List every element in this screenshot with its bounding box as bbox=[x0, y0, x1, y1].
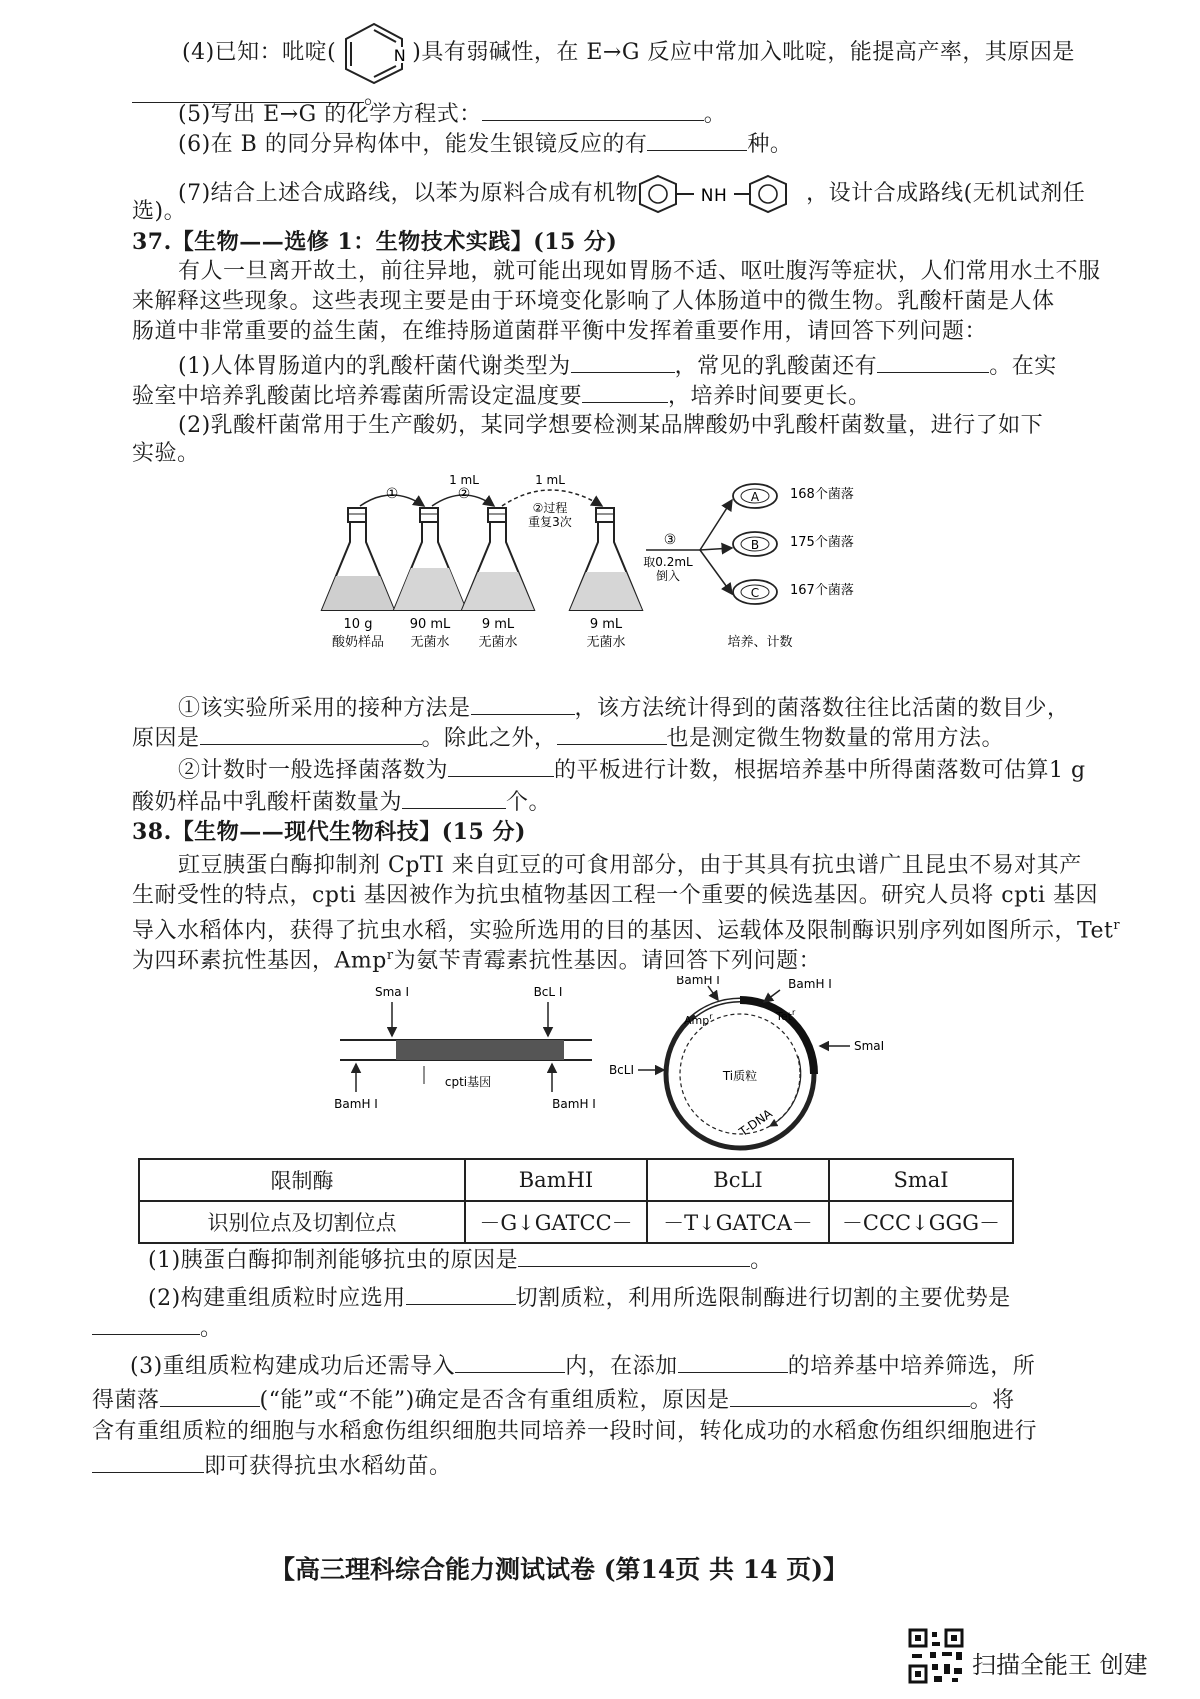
table-cell-bcli-site: －T↓GATCA－ bbox=[647, 1201, 829, 1243]
scanner-watermark: 扫描全能王 创建 bbox=[972, 1651, 1148, 1679]
q38-3-blank-reason[interactable] bbox=[730, 1386, 970, 1407]
nh-label: NH bbox=[700, 186, 728, 206]
q38-2-blank-advantage[interactable] bbox=[92, 1314, 200, 1335]
q38-intro-2: 生耐受性的特点，cpti 基因被作为抗虫植物基因工程一个重要的候选基因。研究人员将 cpti 基因 bbox=[132, 883, 1099, 908]
q6-line: (6)在 B 的同分异构体中，能发生银镜反应的有 种。 bbox=[178, 132, 793, 157]
flask-90ml bbox=[394, 508, 466, 610]
dilution-figure bbox=[300, 472, 920, 652]
q38-3: (3)重组质粒构建成功后还需导入 内，在添加 的培养基中培养筛选，所 bbox=[130, 1354, 1036, 1379]
q38-heading: 38.【生物——现代生物科技】(15 分) bbox=[132, 819, 526, 845]
q37-c2-cont: 酸奶样品中乳酸杆菌数量为 个。 bbox=[132, 790, 552, 815]
q5-answer-blank[interactable] bbox=[482, 100, 704, 121]
q38-intro-4: 为四环素抗性基因，Amp$^r$为氨苄青霉素抗性基因。请回答下列问题： bbox=[132, 948, 822, 974]
cpti-gene-dna bbox=[340, 1040, 592, 1060]
q37-part2: (2)乳酸杆菌常用于生产酸奶，某同学想要检测某品牌酸奶中乳酸杆菌数量，进行了如下 bbox=[178, 413, 1044, 438]
plate-a-label: A bbox=[750, 490, 760, 504]
table-header-enzyme: 限制酶 bbox=[139, 1159, 465, 1201]
q38-3-cont2: 含有重组质粒的细胞与水稻愈伤组织细胞共同培养一段时间，转化成功的水稻愈伤组织细胞进行 bbox=[92, 1419, 1038, 1444]
plasmid-amp-label: Amp$^r$ bbox=[684, 1012, 713, 1027]
q4-continuation: 。 bbox=[132, 82, 387, 111]
table-cell-smai-site: －CCC↓GGG－ bbox=[829, 1201, 1013, 1243]
vol1-label: 1 mL bbox=[449, 473, 479, 487]
q38-3-blank-host[interactable] bbox=[455, 1352, 565, 1373]
culture-label: 培养、计数 bbox=[727, 635, 793, 650]
flask-9ml-b bbox=[570, 508, 642, 610]
q38-3-cont: 得菌落 (“能”或“不能”)确定是否含有重组质粒，原因是 。将 bbox=[92, 1388, 1015, 1413]
q38-3-blank-antibiotic[interactable] bbox=[678, 1352, 788, 1373]
pour-label: 倒入 bbox=[655, 569, 681, 583]
q38-2-blank-enzyme[interactable] bbox=[406, 1284, 516, 1305]
q37-intro-1: 有人一旦离开故土，前往异地，就可能出现如胃肠不适、呕吐腹泻等症状，人们常用水土不服 bbox=[178, 259, 1101, 284]
gene-bamR-label: BamH I bbox=[552, 1097, 596, 1111]
table-header-bamhi: BamHI bbox=[465, 1159, 647, 1201]
take-label: 取0.2mL bbox=[643, 555, 693, 569]
plasmid-sma-label: SmaI bbox=[854, 1039, 885, 1053]
q37-c1-blank-method[interactable] bbox=[471, 694, 575, 715]
q37-intro-2: 来解释这些现象。这些表现主要是由于环境变化影响了人体肠道中的微生物。乳酸杆菌是人体 bbox=[132, 289, 1055, 314]
step3-label: ③ bbox=[663, 532, 677, 548]
plate-c-label: C bbox=[750, 586, 760, 600]
q7-continuation: 选)。 bbox=[132, 199, 187, 224]
repeat-label: 重复3次 bbox=[528, 515, 572, 529]
plasmid-bcl-label: BcLI bbox=[608, 1063, 634, 1077]
pyridine-n-label: N bbox=[394, 46, 407, 65]
q4-line: (4)已知：吡啶( N )具有弱碱性，在 E→G 反应中常加入吡啶，能提高产率，其原因是 bbox=[182, 20, 1075, 86]
q37-c1-blank-reason[interactable] bbox=[200, 724, 422, 745]
table-header-smai: SmaI bbox=[829, 1159, 1013, 1201]
plasmid-bam1-label: BamH I bbox=[676, 976, 720, 987]
q37-part1: (1)人体胃肠道内的乳酸杆菌代谢类型为 ，常见的乳酸菌还有 。在实 bbox=[178, 354, 1057, 379]
q37-c1: ①该实验所采用的接种方法是 ，该方法统计得到的菌落数往往比活菌的数目少， bbox=[178, 696, 1070, 721]
q38-intro-3: 导入水稻体内，获得了抗虫水稻，实验所选用的目的基因、运载体及限制酶识别序列如图所示，Tet$^r$ bbox=[132, 918, 1121, 944]
process-label: ②过程 bbox=[532, 501, 568, 515]
q38-1: (1)胰蛋白酶抑制剂能够抗虫的原因是 。 bbox=[148, 1248, 773, 1273]
q5-line: (5)写出 E→G 的化学方程式： 。 bbox=[178, 102, 727, 127]
plate-b-count: 175个菌落 bbox=[790, 535, 854, 550]
q6-answer-blank[interactable] bbox=[647, 130, 747, 151]
qr-code-icon bbox=[908, 1628, 964, 1684]
plate-b-label: B bbox=[750, 538, 760, 552]
q37-intro-3: 肠道中非常重要的益生菌，在维持肠道菌群平衡中发挥着重要作用，请回答下列问题： bbox=[132, 319, 988, 344]
flask-sample bbox=[322, 508, 394, 610]
table-header-row bbox=[139, 1159, 1013, 1201]
gene-plasmid-figure bbox=[320, 976, 940, 1158]
diphenylamine-structure bbox=[638, 172, 806, 216]
q37-c1-cont: 原因是 。除此之外， 也是测定微生物数量的常用方法。 bbox=[132, 726, 1005, 751]
step2-label: ② bbox=[457, 486, 471, 502]
q37-c2: ②计数时一般选择菌落数为 的平板进行计数，根据培养基中所得菌落数可估算1 g bbox=[178, 758, 1086, 783]
plasmid-tet-label: Tet$^r$ bbox=[776, 1008, 796, 1023]
vol2-label: 1 mL bbox=[535, 473, 565, 487]
q7-line: (7)结合上述合成路线，以苯为原料合成有机物 NH ，设计合成路线(无机试剂任 bbox=[178, 172, 1085, 216]
q38-3-blank-yesno[interactable] bbox=[160, 1386, 260, 1407]
q37-heading: 37.【生物——选修 1：生物技术实践】(15 分) bbox=[132, 229, 618, 255]
restriction-enzyme-table bbox=[138, 1158, 1014, 1244]
pyridine-structure bbox=[338, 20, 410, 86]
q37-1-blank-lactic[interactable] bbox=[877, 352, 989, 373]
flask4-amount: 9 mL bbox=[589, 617, 623, 632]
plasmid-tdna-label: T-DNA bbox=[736, 1106, 775, 1140]
gene-bclI-label: BcL I bbox=[533, 985, 563, 999]
q38-1-blank[interactable] bbox=[518, 1246, 750, 1267]
gene-smaI-label: Sma I bbox=[374, 985, 410, 999]
flask4-name: 无菌水 bbox=[586, 635, 626, 650]
page-footer: 【高三理科综合能力测试试卷 (第14页 共 14 页)】 bbox=[270, 1555, 849, 1584]
plate-a-count: 168个菌落 bbox=[790, 487, 854, 502]
table-row-label: 识别位点及切割位点 bbox=[139, 1201, 465, 1243]
flask3-amount: 9 mL bbox=[481, 617, 515, 632]
q37-c2-blank-count[interactable] bbox=[402, 788, 506, 809]
flask3-name: 无菌水 bbox=[478, 635, 518, 650]
q38-2-cont: 。 bbox=[92, 1314, 223, 1343]
gene-bamL-label: BamH I bbox=[334, 1097, 378, 1111]
q37-part2-cont: 实验。 bbox=[132, 441, 200, 466]
plasmid-name-label: Ti质粒 bbox=[722, 1069, 758, 1083]
table-row bbox=[139, 1201, 1013, 1243]
q37-1-blank-temperature[interactable] bbox=[582, 382, 668, 403]
plasmid-bam2-label: BamH I bbox=[788, 977, 832, 991]
q37-part1-cont: 验室中培养乳酸菌比培养霉菌所需设定温度要 ，培养时间要更长。 bbox=[132, 384, 871, 409]
q38-3-cont3: 即可获得抗虫水稻幼苗。 bbox=[92, 1452, 452, 1481]
table-cell-bamhi-site: －G↓GATCC－ bbox=[465, 1201, 647, 1243]
flask2-name: 无菌水 bbox=[410, 635, 450, 650]
flask2-amount: 90 mL bbox=[409, 617, 451, 632]
table-header-bcli: BcLI bbox=[647, 1159, 829, 1201]
flask-9ml-a bbox=[462, 508, 534, 610]
flask1-amount: 10 g bbox=[343, 617, 373, 632]
gene-name-label: cpti基因 bbox=[444, 1075, 492, 1089]
q37-c2-blank-range[interactable] bbox=[448, 756, 554, 777]
q38-3-blank-process[interactable] bbox=[92, 1452, 204, 1473]
step1-label: ① bbox=[385, 486, 399, 502]
plate-c-count: 167个菌落 bbox=[790, 583, 854, 598]
q37-1-blank-metabolism[interactable] bbox=[571, 352, 675, 373]
q38-intro-1: 豇豆胰蛋白酶抑制剂 CpTI 来自豇豆的可食用部分，由于其具有抗虫谱广且昆虫不易对其产 bbox=[178, 853, 1082, 878]
q37-c1-blank-other[interactable] bbox=[557, 724, 667, 745]
q38-2: (2)构建重组质粒时应选用 切割质粒，利用所选限制酶进行切割的主要优势是 bbox=[148, 1286, 1011, 1311]
flask1-name: 酸奶样品 bbox=[331, 635, 385, 650]
